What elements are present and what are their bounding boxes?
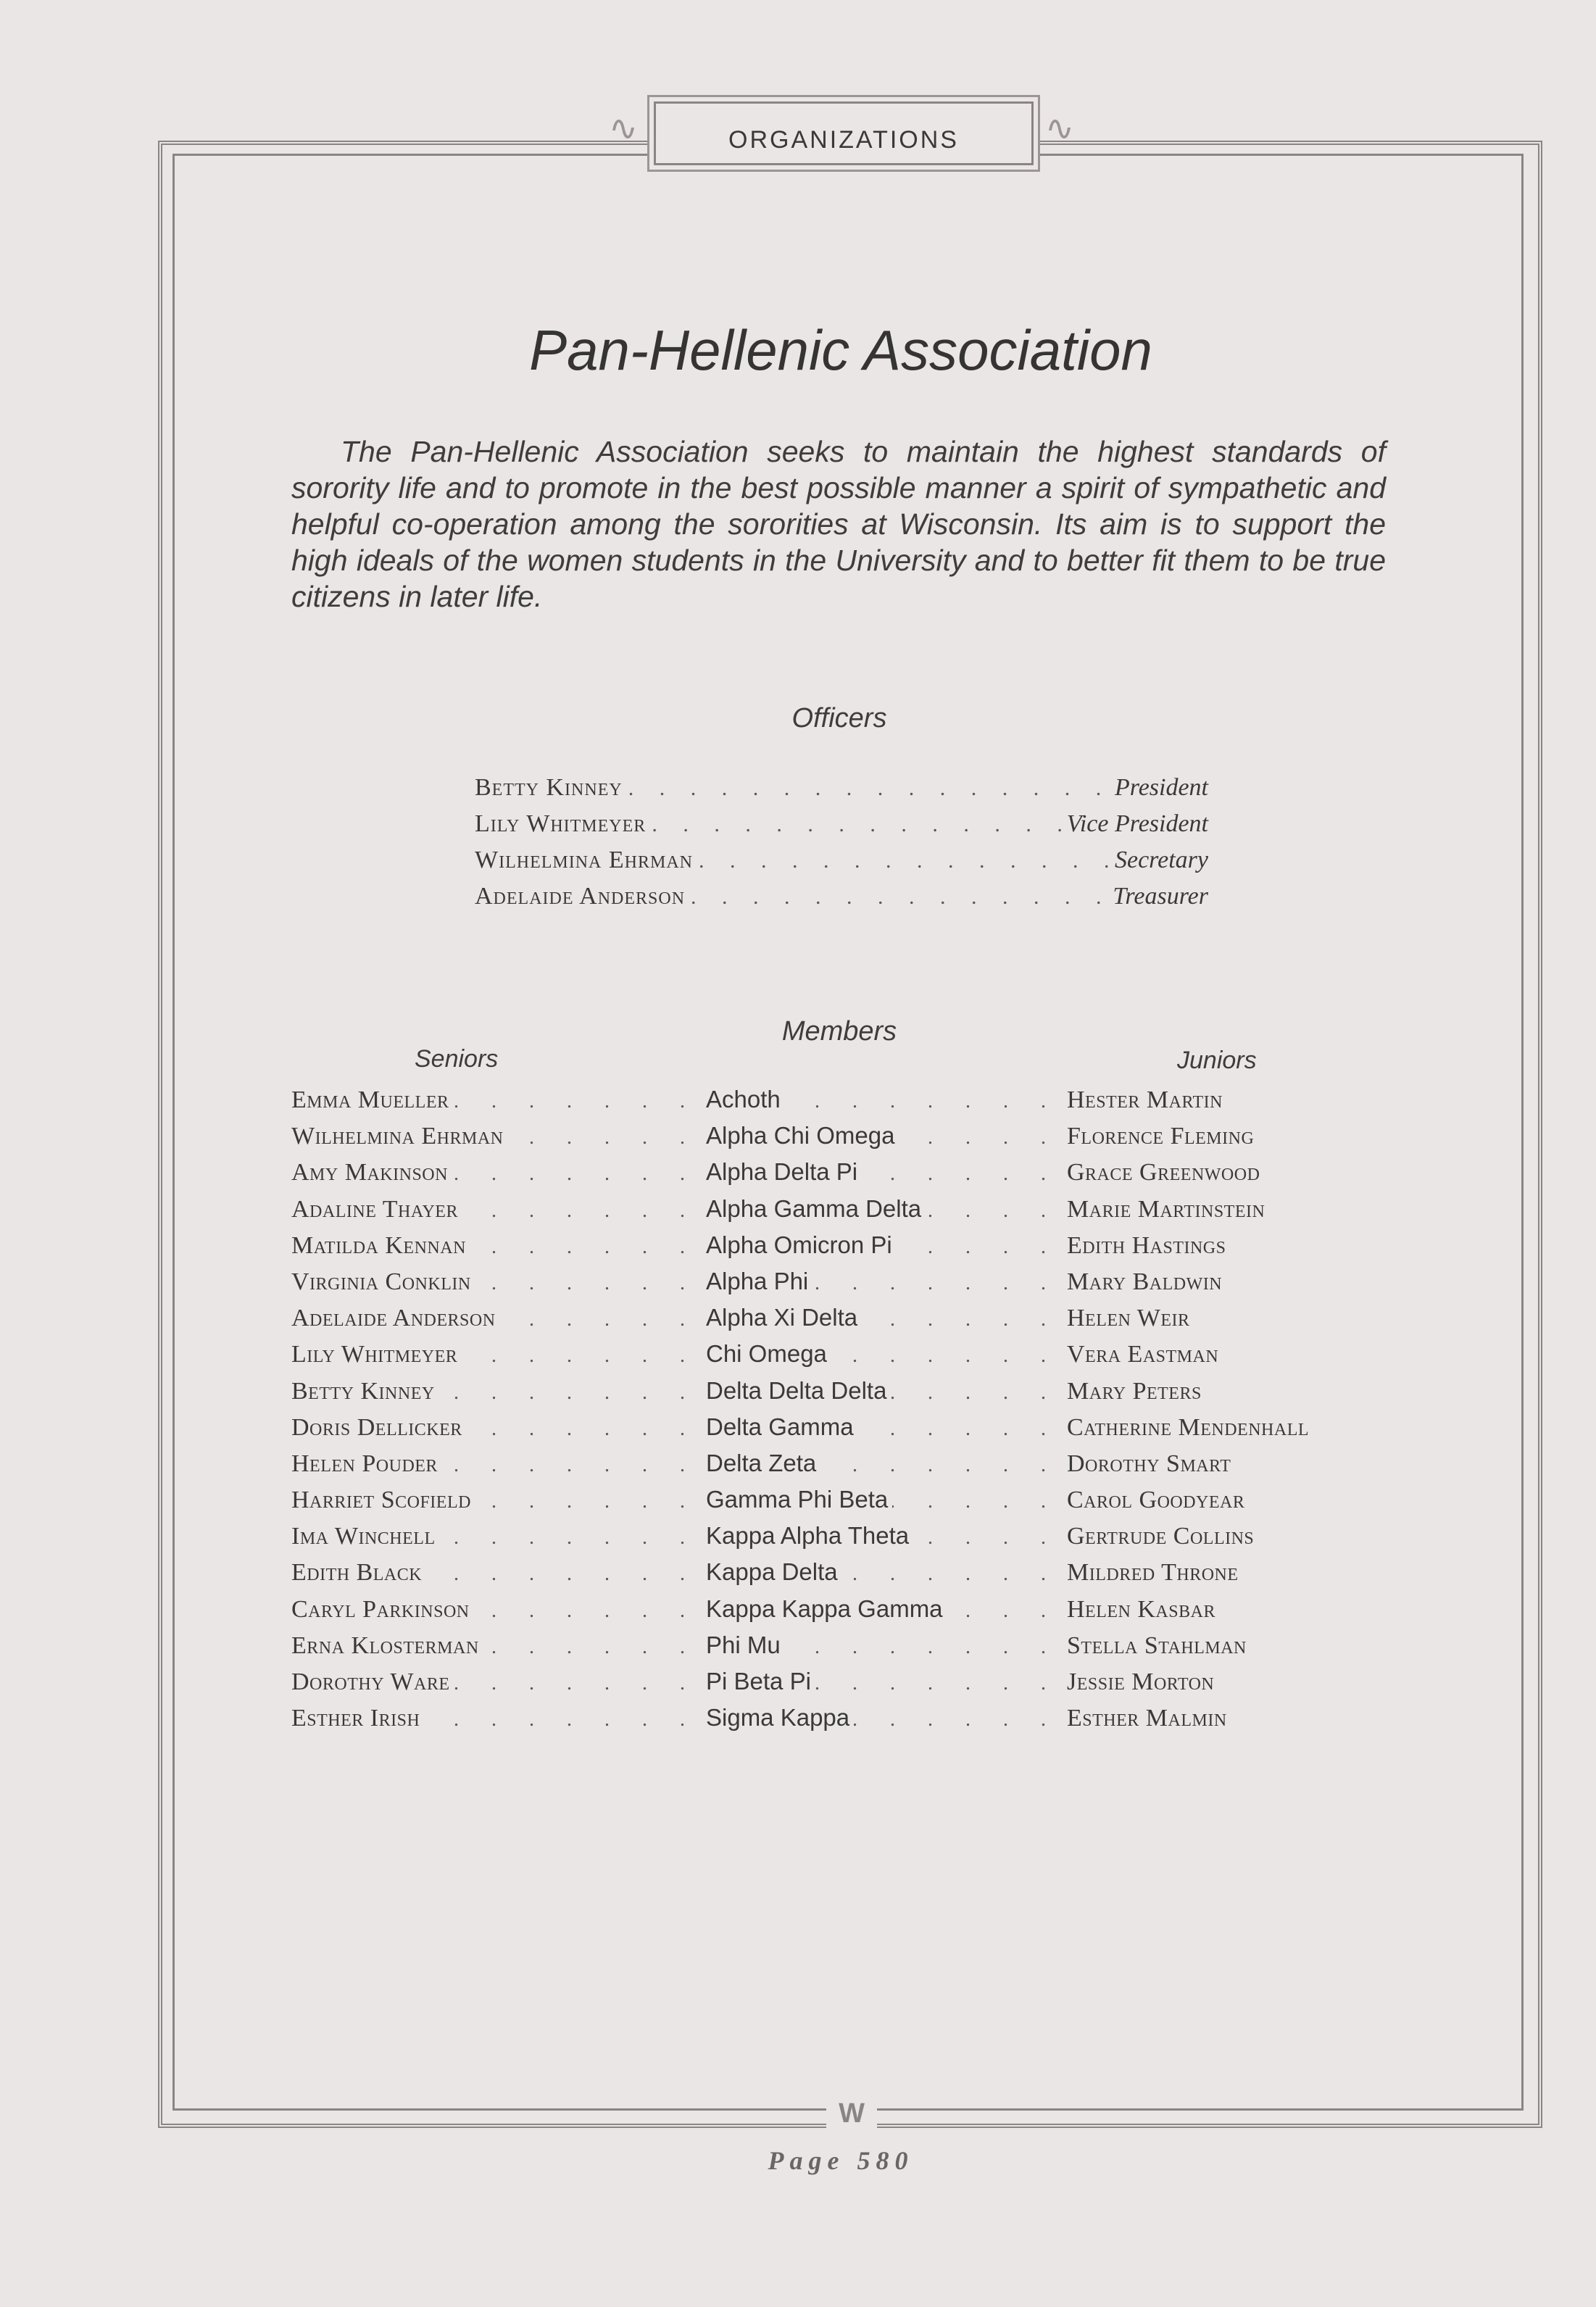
members-heading: Members [781, 1016, 897, 1047]
member-row [291, 1377, 1393, 1413]
officer-name: Adelaide Anderson [475, 883, 686, 910]
junior-name: Mildred Throne [1067, 1559, 1239, 1587]
officer-role: Treasurer [1113, 883, 1208, 910]
member-row [291, 1413, 1393, 1450]
member-row [291, 1631, 1393, 1668]
senior-name: Wilhelmina Ehrman [291, 1123, 504, 1150]
leader-dots [467, 1418, 699, 1441]
intro-text: The Pan-Hellenic Association seeks to maintain the highest standards of sorority life and to promote in the best possible manner a spirit of sympathetic and helpful co-operation among the sororities at Wisconsin. Its aim is to support the high ideals of the women students in the University and to better fit them to be true citizens in later life. [291, 435, 1386, 613]
member-row [291, 1595, 1393, 1631]
member-row [291, 1086, 1393, 1122]
member-row [291, 1704, 1393, 1740]
w-monogram-icon: W [826, 2099, 877, 2128]
leader-dots [785, 1090, 1060, 1113]
senior-name: Edith Black [291, 1559, 423, 1587]
senior-name: Dorothy Ware [291, 1668, 450, 1695]
junior-name: Jessie Morton [1067, 1668, 1215, 1695]
member-row [291, 1122, 1393, 1158]
page-title: Pan-Hellenic Association [529, 318, 1152, 382]
senior-name: Adaline Thayer [291, 1195, 458, 1223]
leader-dots [858, 1418, 1060, 1441]
leader-dots [897, 1236, 1060, 1259]
sorority-name: Kappa Alpha Theta [706, 1522, 910, 1550]
junior-name: Hester Martin [1067, 1086, 1223, 1113]
junior-name: Carol Goodyear [1067, 1487, 1245, 1514]
leader-dots [470, 1236, 699, 1259]
junior-name: Grace Greenwood [1067, 1159, 1260, 1186]
leader-dots [699, 849, 1109, 873]
sorority-name: Delta Zeta [706, 1449, 817, 1476]
senior-name: Matilda Kennan [291, 1231, 466, 1259]
junior-name: Mary Baldwin [1067, 1268, 1223, 1295]
junior-name: Catherine Mendenhall [1067, 1413, 1310, 1441]
senior-name: Lily Whitmeyer [291, 1341, 458, 1368]
leader-dots [508, 1126, 699, 1150]
leader-dots [439, 1381, 699, 1405]
junior-name: Marie Martinstein [1067, 1195, 1265, 1223]
officer-role: President [1114, 774, 1208, 801]
officer-role: Secretary [1114, 847, 1208, 873]
sorority-name: Sigma Kappa [706, 1704, 850, 1732]
member-row [291, 1668, 1393, 1704]
members-table [291, 1086, 1393, 1740]
leader-dots [899, 1126, 1060, 1150]
member-row [291, 1304, 1393, 1340]
officer-row [475, 847, 1208, 883]
member-row [291, 1522, 1393, 1558]
leader-dots [628, 776, 1109, 801]
sorority-name: Kappa Delta [706, 1558, 838, 1586]
leader-dots [475, 1272, 699, 1295]
leader-dots [462, 1200, 699, 1223]
member-row [291, 1268, 1393, 1304]
leader-dots [854, 1708, 1060, 1732]
section-header: ORGANIZATIONS [728, 125, 959, 154]
intro-paragraph [291, 433, 1386, 615]
senior-name: Emma Mueller [291, 1086, 449, 1113]
leader-dots [442, 1454, 699, 1477]
page-number: Page 580 [768, 2146, 914, 2175]
junior-name: Esther Malmin [1067, 1705, 1227, 1732]
leader-dots [815, 1672, 1060, 1695]
officers-heading: Officers [791, 703, 887, 733]
senior-name: Betty Kinney [291, 1377, 435, 1405]
leader-dots [454, 1672, 699, 1695]
senior-name: Virginia Conklin [291, 1268, 471, 1295]
junior-name: Gertrude Collins [1067, 1523, 1255, 1550]
senior-name: Helen Pouder [291, 1450, 438, 1477]
senior-name: Adelaide Anderson [291, 1305, 496, 1332]
senior-name: Ima Winchell [291, 1523, 436, 1550]
senior-name: Doris Dellicker [291, 1413, 462, 1441]
member-row [291, 1158, 1393, 1194]
member-row [291, 1486, 1393, 1522]
leader-dots [926, 1200, 1060, 1223]
junior-name: Dorothy Smart [1067, 1450, 1231, 1477]
leader-dots [475, 1490, 699, 1513]
leader-dots [862, 1163, 1060, 1186]
sorority-name: Alpha Omicron Pi [706, 1231, 892, 1258]
senior-name: Harriet Scofield [291, 1487, 471, 1514]
leader-dots [462, 1344, 699, 1368]
leader-dots [440, 1526, 699, 1550]
leader-dots [483, 1636, 699, 1659]
member-row [291, 1195, 1393, 1231]
leader-dots [947, 1600, 1060, 1623]
leader-dots [691, 885, 1107, 910]
leader-dots [842, 1563, 1060, 1586]
leader-dots [454, 1090, 699, 1113]
officer-name: Betty Kinney [475, 774, 623, 801]
sorority-name: Alpha Phi [706, 1267, 809, 1294]
junior-name: Vera Eastman [1067, 1341, 1219, 1368]
leader-dots [831, 1344, 1060, 1368]
member-row [291, 1231, 1393, 1268]
member-row [291, 1558, 1393, 1595]
officer-role: Vice President [1066, 810, 1208, 837]
leader-dots [862, 1308, 1060, 1331]
junior-name: Helen Weir [1067, 1305, 1190, 1332]
sorority-name: Chi Omega [706, 1340, 827, 1368]
leader-dots [892, 1490, 1060, 1513]
scroll-ornament-right-icon: ∿ [1044, 109, 1075, 148]
sorority-name: Kappa Kappa Gamma [706, 1595, 943, 1622]
sorority-name: Alpha Gamma Delta [706, 1194, 922, 1222]
leader-dots [785, 1636, 1060, 1659]
leader-dots [426, 1563, 699, 1586]
junior-name: Helen Kasbar [1067, 1595, 1215, 1623]
senior-name: Caryl Parkinson [291, 1595, 470, 1623]
sorority-name: Pi Beta Pi [706, 1668, 811, 1695]
senior-name: Esther Irish [291, 1705, 420, 1732]
senior-name: Amy Makinson [291, 1159, 448, 1186]
seniors-column-heading: Seniors [415, 1045, 499, 1073]
sorority-name: Phi Mu [706, 1631, 781, 1658]
junior-name: Edith Hastings [1067, 1231, 1226, 1259]
sorority-name: Achoth [706, 1086, 781, 1113]
junior-name: Florence Fleming [1067, 1123, 1255, 1150]
officers-list [475, 774, 1208, 919]
officer-row [475, 883, 1208, 919]
sorority-name: Alpha Delta Pi [706, 1158, 858, 1186]
scroll-ornament-left-icon: ∿ [608, 109, 639, 148]
juniors-column-heading: Juniors [1177, 1047, 1257, 1074]
officer-name: Lily Whitmeyer [475, 810, 647, 837]
leader-dots [891, 1381, 1060, 1405]
leader-dots [652, 812, 1060, 837]
leader-dots [820, 1454, 1060, 1477]
junior-name: Mary Peters [1067, 1377, 1202, 1405]
sorority-name: Alpha Xi Delta [706, 1304, 858, 1331]
leader-dots [500, 1308, 699, 1331]
leader-dots [474, 1600, 699, 1623]
member-row [291, 1340, 1393, 1376]
sorority-name: Delta Gamma [706, 1413, 854, 1440]
leader-dots [812, 1272, 1060, 1295]
leader-dots [913, 1526, 1060, 1550]
officer-row [475, 774, 1208, 810]
sorority-name: Alpha Chi Omega [706, 1122, 895, 1150]
junior-name: Stella Stahlman [1067, 1631, 1247, 1659]
member-row [291, 1450, 1393, 1486]
leader-dots [452, 1163, 699, 1186]
sorority-name: Gamma Phi Beta [706, 1486, 889, 1513]
section-header-plate [654, 101, 1034, 165]
officer-name: Wilhelmina Ehrman [475, 847, 694, 873]
officer-row [475, 810, 1208, 847]
sorority-name: Delta Delta Delta [706, 1376, 887, 1404]
senior-name: Erna Klosterman [291, 1631, 479, 1659]
leader-dots [424, 1708, 699, 1732]
